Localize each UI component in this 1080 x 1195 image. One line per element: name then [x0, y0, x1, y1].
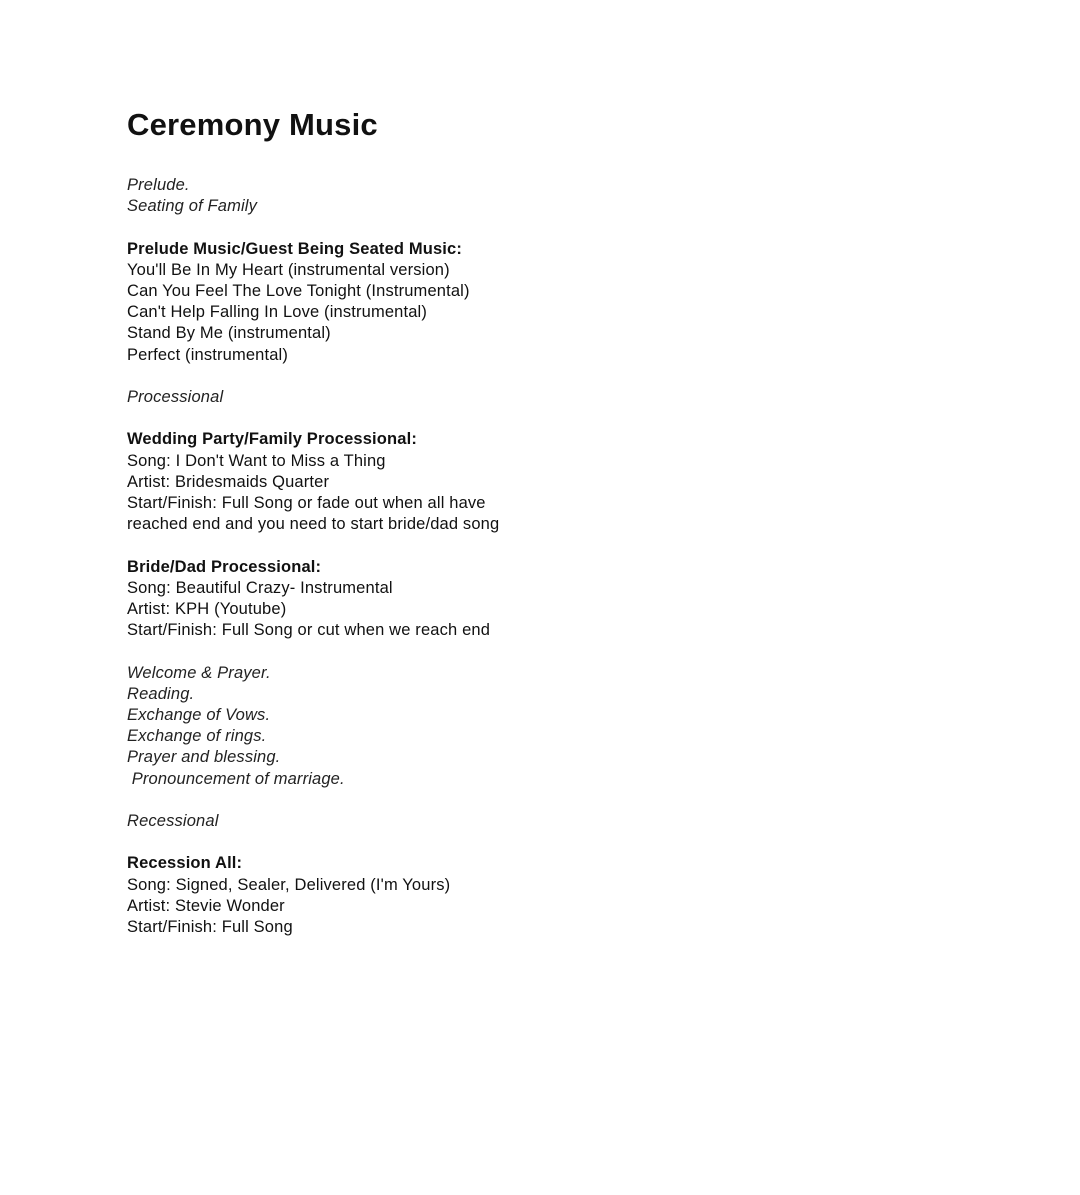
wedding-party-song: Song: I Don't Want to Miss a Thing — [127, 451, 386, 470]
recession-song: Song: Signed, Sealer, Delivered (I'm Yours) — [127, 875, 451, 894]
prelude-song: Can't Help Falling In Love (instrumental) — [127, 303, 428, 322]
bride-dad-artist: Artist: KPH (Youtube) — [127, 600, 287, 618]
recession-artist: Artist: Stevie Wonder — [127, 896, 285, 915]
prelude-song: Stand By Me (instrumental) — [127, 324, 331, 343]
ceremony-step: Reading. — [127, 684, 195, 703]
recession-heading: Recession All: — [127, 854, 243, 873]
prelude-song: Perfect (instrumental) — [127, 345, 289, 364]
ceremony-step: Exchange of Vows. — [127, 706, 271, 724]
ceremony-step: Prayer and blessing. — [127, 748, 281, 767]
wedding-party-artist: Artist: Bridesmaids Quarter — [127, 472, 330, 491]
bride-dad-start-finish: Start/Finish: Full Song or cut when we reach end — [127, 621, 491, 640]
prelude-music-heading: Prelude Music/Guest Being Seated Music: — [127, 239, 463, 258]
opening-line-prelude: Prelude. — [127, 176, 190, 194]
prelude-song: Can You Feel The Love Tonight (Instrumental) — [127, 282, 470, 300]
opening-line-seating: Seating of Family — [127, 197, 258, 216]
ceremony-step: Welcome & Prayer. — [127, 663, 271, 682]
prelude-song: You'll Be In My Heart (instrumental version) — [127, 260, 450, 279]
bride-dad-heading: Bride/Dad Processional: — [127, 557, 322, 576]
page-title: Ceremony Music — [127, 107, 378, 142]
wedding-party-start-finish: Start/Finish: Full Song or fade out when all have reached end and you need to start bride/dad song — [127, 494, 500, 534]
processional-label: Processional — [127, 388, 224, 406]
ceremony-step: Pronouncement of marriage. — [127, 769, 345, 788]
bride-dad-song: Song: Beautiful Crazy- Instrumental — [127, 578, 393, 597]
ceremony-step: Exchange of rings. — [127, 727, 267, 746]
recessional-label: Recessional — [127, 812, 219, 830]
recession-start-finish: Start/Finish: Full Song — [127, 918, 293, 936]
wedding-party-heading: Wedding Party/Family Processional: — [127, 430, 417, 449]
document-page — [127, 105, 567, 938]
